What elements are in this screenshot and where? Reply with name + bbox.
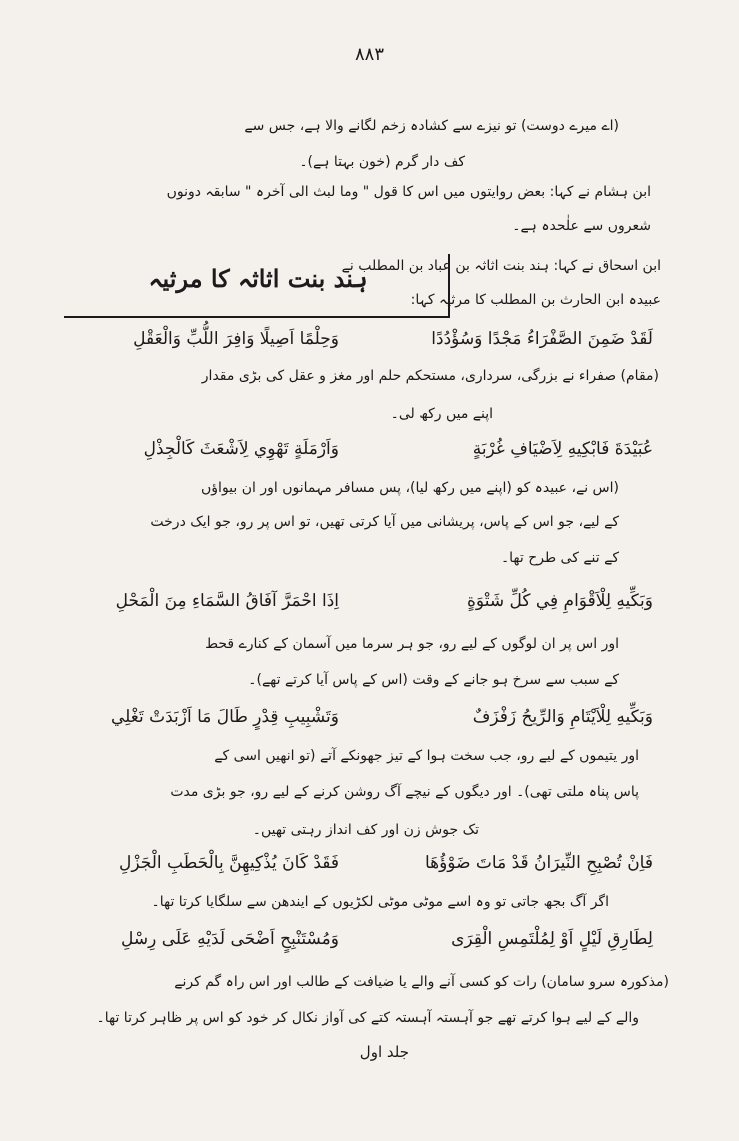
verse-first-hemistich: لِطَارِقِ لَيْلٍ اَوْ لِمُلْتَمِسِ الْقِرَى	[451, 929, 653, 949]
translation-line: کے تنے کی طرح تھا۔	[500, 550, 619, 566]
translation-line: کے لیے، جو اس کے پاس، پریشانی میں آیا کرتی تھیں، تو اس پر رو، جو ایک درخت	[150, 514, 619, 530]
verse-second-hemistich: اِذَا احْمَرَّ آفَاقُ السَّمَاءِ مِنَ الْمَحْلِ	[115, 591, 339, 611]
page-number: ٨٨٣	[354, 44, 384, 65]
translation-line: (مذکورہ سرو سامان) رات کو کسی آنے والے یا ضیافت کے طالب اور اس راہ گم کرنے	[174, 974, 669, 990]
section-heading: ہند بنت اثاثہ کا مرثیہ	[148, 264, 368, 293]
verse-second-hemistich: وَتَشْبِيبِ قِدْرٍ طَالَ مَا اَزْبَدَتْ تَغْلِي	[110, 707, 339, 727]
prose-line: عبیدہ ابن الحارث بن المطلب کا مرثیہ کہا:	[410, 292, 661, 308]
verse-first-hemistich: عُبَيْدَةَ فَابْكِيهِ لِاَضْيَافِ غُرْبَةٍ	[472, 439, 653, 459]
prose-line: ابن اسحاق نے کہا: ہند بنت اثاثہ بن عباد بن المطلب نے	[341, 258, 661, 274]
verse-first-hemistich: وَبَكِّيهِ لِلْاَيْتَامِ وَالرِّيحُ زَفْزَفٌ	[472, 707, 653, 727]
translation-line: اپنے میں رکھ لی۔	[390, 406, 493, 422]
volume-footer: جلد اول	[359, 1043, 409, 1061]
prose-line: ابن ہشام نے کہا: بعض روایتوں میں اس کا قول " وما لبث الی آخرہ " سابقہ دونوں	[166, 184, 651, 200]
verse-first-hemistich: فَاِنْ تُصْبِحِ النِّيرَانُ قَدْ مَاتَ ضَوْؤُهَا	[424, 853, 653, 873]
translation-line: (اس نے، عبیدہ کو (اپنے میں رکھ لیا)، پس مسافر مہمانوں اور ان بیواؤں	[201, 480, 619, 496]
prose-line: کف دار گرم (خون بہتا ہے)۔	[299, 154, 465, 170]
verse-first-hemistich: وَبَكِّيهِ لِلْاَقْوَامِ فِي كُلِّ شَتْوَةٍ	[467, 591, 653, 611]
translation-line: پاس پناہ ملتی تھی)۔ اور دیگوں کے نیچے آگ روشن کرنے کے لیے رو، جو بڑی مدت	[170, 784, 639, 800]
translation-line: کے سبب سے سرخ ہو جانے کے وقت (اس کے پاس آیا کرتے تھے)۔	[248, 672, 619, 688]
verse-second-hemistich: فَقَدْ كَانَ يُذْكِيهِنَّ بِالْحَطَبِ الْجَزْلِ	[119, 853, 339, 873]
translation-line: تک جوش زن اور کف انداز رہتی تھیں۔	[252, 822, 479, 838]
translation-line: اور اس پر ان لوگوں کے لیے رو، جو ہر سرما میں آسمان کے کنارے قحط	[205, 636, 619, 652]
prose-line: (اے میرے دوست) تو نیزے سے کشادہ زخم لگانے والا ہے، جس سے	[244, 118, 619, 134]
translation-line: اگر آگ بجھ جاتی تو وہ اسے موٹی موٹی لکڑیوں کے ایندھن سے سلگایا کرتا تھا۔	[151, 894, 609, 910]
verse-second-hemistich: وَحِلْمًا اَصِيلًا وَافِرَ اللُّبِّ وَالْعَقْلِ	[133, 329, 339, 349]
verse-first-hemistich: لَقَدْ ضَمِنَ الصَّفْرَاءُ مَجْدًا وَسُؤْدُدًا	[431, 329, 653, 349]
verse-second-hemistich: وَاَرْمَلَةٍ تَهْوِي لِاَشْعَثَ كَالْجِذْلِ	[143, 439, 339, 459]
translation-line: والے کے لیے ہوا کرتے تھے جو آہستہ آہستہ کتے کی آواز نکال کر خود کو اس پر ظاہر کرتا تھا۔	[96, 1010, 639, 1026]
verse-second-hemistich: وَمُسْتَنْبِحٍ اَضْحَى لَدَيْهِ عَلَى رِسْلِ	[121, 929, 339, 949]
prose-line: شعروں سے علٰحدہ ہے۔	[512, 218, 651, 234]
translation-line: اور یتیموں کے لیے رو، جب سخت ہوا کے تیز جھونکے آتے (تو انھیں اسی کے	[214, 748, 639, 764]
translation-line: (مقام) صفراء نے بزرگی، سرداری، مستحکم حلم اور مغز و عقل کی بڑی مقدار	[201, 368, 659, 384]
